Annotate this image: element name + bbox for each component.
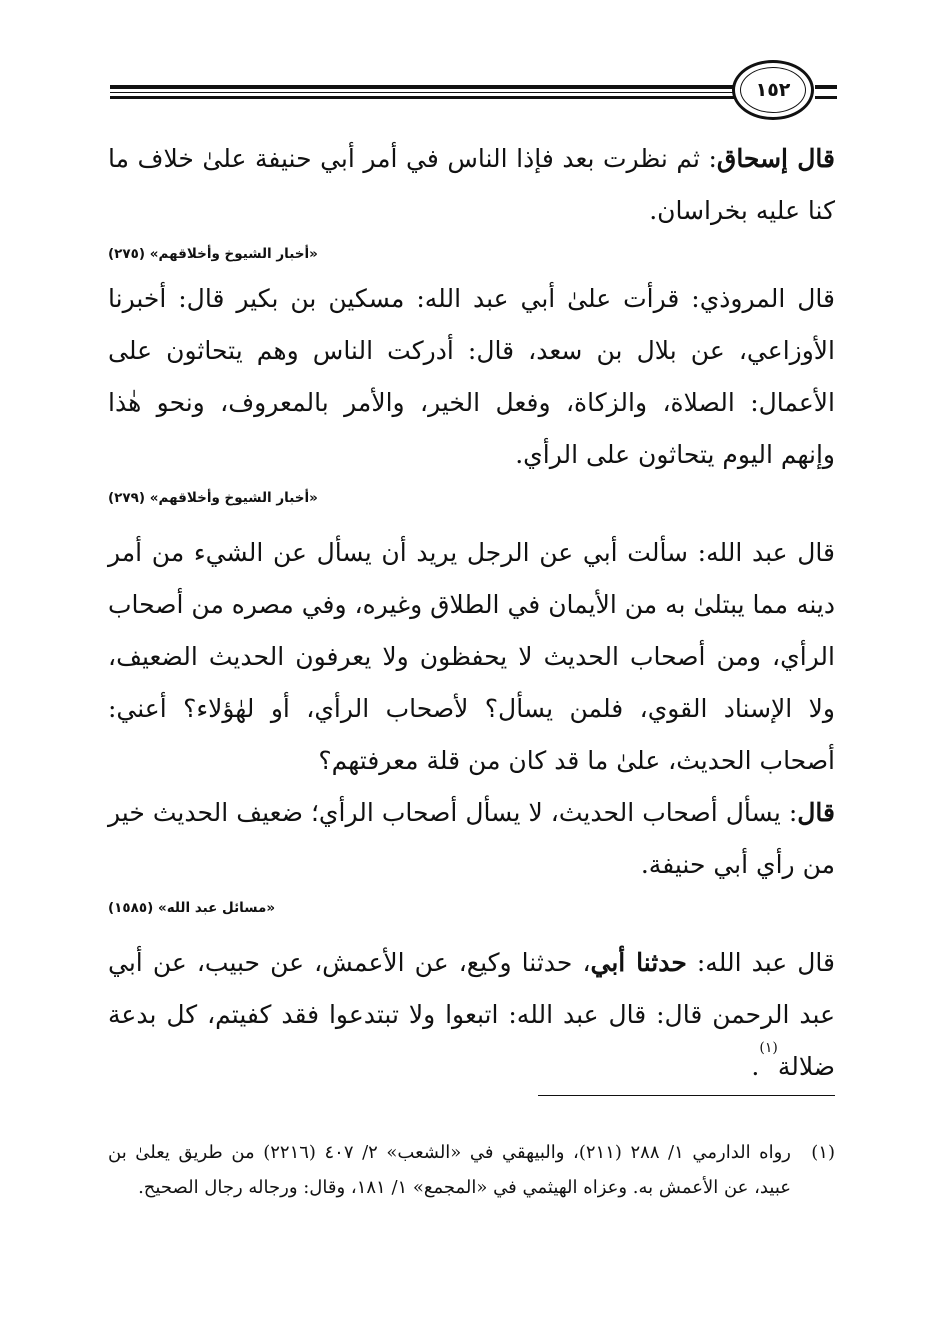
paragraph	[108, 787, 835, 891]
header-rule-stub	[815, 85, 837, 89]
footnote	[108, 1135, 835, 1205]
paragraph: قال عبد الله: حدثنا أبي، حدثنا وكيع، عن الأعمش، عن حبيب، عن أبي عبد الرحمن قال: قال عبد الله: اتبعوا ولا تبتدعوا فقد كفيتم، كل بدعة ضلالة$^{(١)}$.	[108, 948, 836, 1081]
source-citation: «مسائل عبد الله» (١٥٨٥)	[108, 900, 276, 916]
paragraph-text: قال المروذي: قرأت علىٰ أبي عبد الله: مسكين بن بكير قال: أخبرنا الأوزاعي، عن بلال بن سعد، قال: أدركت الناس وهم يتحاثون على الأعمال: الصلاة، والزكاة، وفعل الخير، والأمر بالمعروف، ونحو هٰذا وإنهم اليوم يتحاثون على الرأي.	[108, 284, 835, 469]
page-header	[110, 60, 836, 124]
speaker-lead: قال إسحاق	[716, 144, 835, 173]
footnote-ref[interactable]: (١)	[759, 1040, 778, 1056]
header-rule-stub-bottom	[815, 96, 837, 99]
paragraph	[108, 273, 835, 481]
page-number-badge	[732, 60, 814, 120]
footnote-text: رواه الدارمي ١/ ٢٨٨ (٢١١)، والبيهقي في «الشعب» ٢/ ٤٠٧ (٢٢١٦) من طريق يعلىٰ بن عبيد، عن الأعمش به. وعزاه الهيثمي في «المجمع» ١/ ١٨١، وقال: ورجاله رجال الصحيح.	[108, 1142, 791, 1198]
source-citation: «أخبار الشيوخ وأخلاقهم» (٢٧٥)	[108, 246, 318, 262]
footnote-number: (١)	[811, 1142, 835, 1163]
narration-bold: حدثنا أبي	[590, 948, 687, 977]
header-rule-thick	[110, 85, 736, 89]
header-rule-bottom	[110, 96, 736, 99]
source-citation: «أخبار الشيوخ وأخلاقهم» (٢٧٩)	[108, 490, 318, 506]
paragraph-text: : ثم نظرت بعد فإذا الناس في أمر أبي حنيفة علىٰ خلاف ما كنا عليه بخراسان.	[108, 144, 835, 225]
paragraph-text: : يسأل أصحاب الحديث، لا يسأل أصحاب الرأي؛ ضعيف الحديث خير من رأي أبي حنيفة.	[108, 798, 835, 879]
paragraph-text: قال عبد الله: سألت أبي عن الرجل يريد أن يسأل عن الشيء من أمر دينه مما يبتلىٰ به من الأيمان في الطلاق وغيره، وفي مصره من أصحاب الرأي، ومن أصحاب الحديث لا يحفظون ولا يعرفون الحديث الضعيف، ولا الإسناد القوي، فلمن يسأل؟ لأصحاب الرأي، أو لهٰؤلاء؟ أعني: أصحاب الحديث، علىٰ ما قد كان من قلة معرفتهم؟	[108, 538, 835, 775]
page-body	[108, 133, 835, 1093]
paragraph	[108, 527, 835, 787]
speaker-lead: قال	[797, 798, 835, 827]
paragraph	[108, 133, 835, 237]
footnote-separator	[538, 1095, 835, 1096]
header-rule-thin	[110, 92, 736, 93]
footnotes	[108, 1135, 835, 1205]
page-number: ١٥٢	[740, 67, 806, 113]
